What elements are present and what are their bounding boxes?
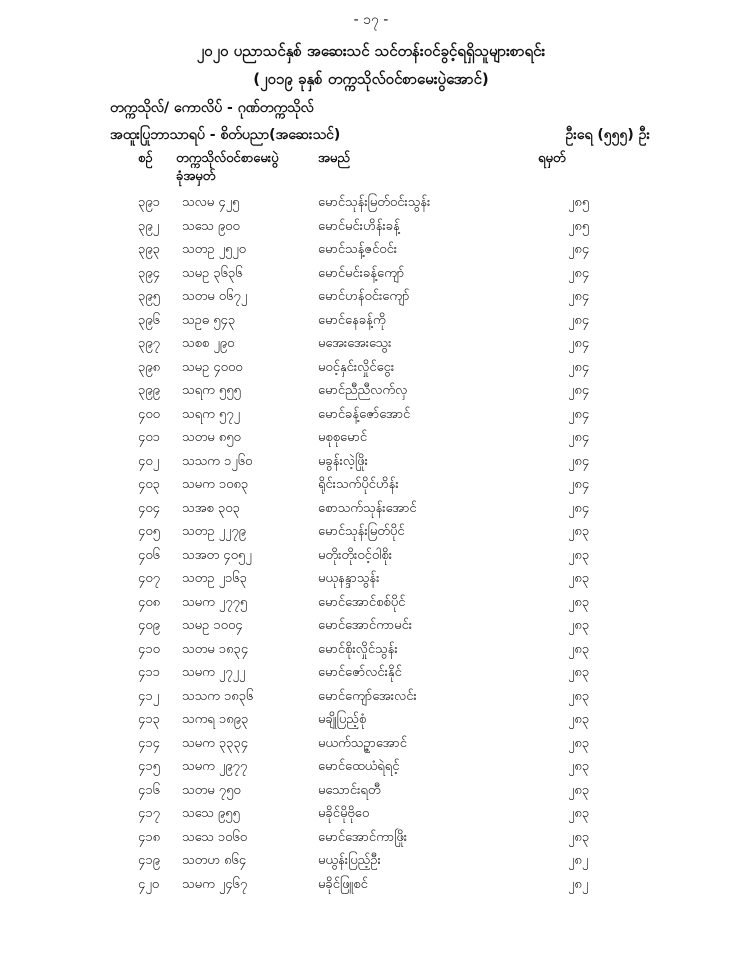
- student-name: မအေးအေးသွေး: [318, 336, 392, 351]
- roll-number: သမက ၂၄၆၇: [182, 876, 248, 892]
- row-number: ၃၉၅: [138, 289, 160, 304]
- table-row: [0, 449, 742, 473]
- row-number: ၄၁၂: [138, 688, 160, 704]
- row-number: ၄၀၇: [138, 571, 160, 586]
- column-header-score: ရမှတ်: [538, 151, 566, 166]
- row-number: ၄၀၂: [138, 453, 160, 469]
- row-number: ၃၉၇: [138, 336, 160, 351]
- roll-number: သတမ ၁၈၃၄: [182, 641, 249, 657]
- row-number: ၄၀၉: [138, 618, 160, 633]
- score-value: ၂၈၃: [568, 618, 590, 633]
- row-number: ၄၁၁: [138, 665, 160, 680]
- table-row: [0, 190, 742, 214]
- roll-number: သတဥ ၂၅၂၀: [182, 242, 246, 257]
- score-value: ၂၈၄: [568, 500, 590, 516]
- student-name: မဝင့်နှင်းလှိုင်ငွေး: [318, 359, 395, 375]
- table-row: [0, 731, 742, 755]
- table-row: [0, 637, 742, 661]
- roll-number: သသေ ၉၅၅: [182, 806, 240, 821]
- row-number: ၄၁၅: [138, 759, 160, 774]
- row-number: ၃၉၄: [138, 265, 160, 281]
- score-value: ၂၈၃: [568, 594, 590, 610]
- table-row: [0, 754, 742, 778]
- student-name: မောင်မင်းဟိန်းခန့်: [318, 218, 400, 234]
- roll-number: သတဟ ၈၆၄: [182, 853, 247, 868]
- table-row: [0, 590, 742, 614]
- row-number: ၄၁၆: [138, 782, 160, 798]
- row-number: ၄၀၅: [138, 524, 160, 539]
- row-number: ၄၁၄: [138, 735, 160, 751]
- student-name: မယွန်းပြည့်ဦး: [318, 853, 381, 868]
- student-name: မတိုးတိုးဝင့်ဝါစိုး: [318, 547, 393, 563]
- table-row: [0, 378, 742, 402]
- score-value: ၂၈၃: [568, 759, 590, 774]
- student-name: မောင်နေခန့်ကို: [318, 312, 386, 328]
- score-value: ၂၈၄: [568, 242, 590, 257]
- student-name: မယုနန္ဒာသွန်း: [318, 571, 380, 586]
- score-value: ၂၈၄: [568, 336, 590, 351]
- table-row: [0, 660, 742, 684]
- row-number: ၃၉၉: [138, 383, 160, 398]
- roll-number: သအစ ၃၀၃: [182, 500, 240, 516]
- student-name: ရိုင်းသက်ပိုင်ဟိန်း: [318, 477, 399, 492]
- table-row: [0, 872, 742, 896]
- table-row: [0, 261, 742, 285]
- table-row: [0, 237, 742, 261]
- row-number: ၄၁၇: [138, 806, 160, 821]
- row-number: ၄၀၄: [138, 500, 160, 516]
- student-name: မခိုင်မိုဗိုဝေ: [318, 806, 370, 821]
- student-name: မောင်ထေယံရဲရင့်: [318, 759, 400, 774]
- row-number: ၃၉၂: [138, 218, 160, 234]
- score-value: ၂၈၃: [568, 665, 590, 680]
- row-number: ၄၀၀: [138, 406, 160, 422]
- table-row: [0, 214, 742, 238]
- table-row: [0, 778, 742, 802]
- row-number: ၄၀၃: [138, 477, 160, 492]
- score-value: ၂၈၅: [568, 195, 590, 210]
- student-name: မောင်သန့်ဇင်ဝင်း: [318, 242, 398, 257]
- row-number: ၃၉၃: [138, 242, 160, 257]
- major-subject-line: အထူးပြုဘာသာရပ် - စိတ်ပညာ(အဆေးသင်): [110, 127, 341, 143]
- score-value: ၂၈၃: [568, 641, 590, 657]
- roll-number: သသက ၁၈၃၆: [182, 688, 254, 704]
- score-value: ၂၈၄: [568, 312, 590, 328]
- student-name: မောင်အောင်ကာဖြိုး: [318, 829, 408, 845]
- roll-number: သလမ ၄၂၅: [182, 195, 240, 210]
- student-name: မောင်ကျော်အေးလင်း: [318, 688, 417, 704]
- student-name: မောင်ဇော်လင်းနိုင်: [318, 665, 402, 680]
- student-name: မောင်သုန်းမြတ်ဝင်းသွန်း: [318, 195, 431, 210]
- student-count: ဦးရေ (၅၅၅) ဦး: [565, 127, 650, 143]
- roll-number: သတမ ၇၅၀: [182, 782, 241, 798]
- row-number: ၄၂၀: [138, 876, 160, 892]
- roll-number: သတမ ၈၅၀: [182, 430, 241, 445]
- student-name: မောင်သုန်းမြတ်ပိုင်: [318, 524, 405, 539]
- score-value: ၂၈၄: [568, 383, 590, 398]
- score-value: ၂၈၄: [568, 453, 590, 469]
- column-header-roll-number: ခုံအမှတ်: [176, 169, 216, 184]
- document-title: ၂၀၂၀ ပညာသင်နှစ် အဆေးသင် သင်တန်းဝင်ခွင့်ရရှိသူများစာရင်း: [196, 42, 546, 60]
- document-subtitle: (၂၀၁၉ ခုနှစ် တက္ကသိုလ်ဝင်စာမေးပွဲအောင်): [253, 70, 489, 88]
- column-header-roll: တက္ကသိုလ်ဝင်စာမေးပွဲ: [176, 151, 279, 166]
- student-name: မချိုပြည့်စုံ: [318, 712, 367, 727]
- table-row: [0, 355, 742, 379]
- score-value: ၂၈၃: [568, 524, 590, 539]
- table-row: [0, 284, 742, 308]
- roll-number: သမဥ ၄၀၀၀: [182, 359, 243, 375]
- student-list: [0, 190, 742, 895]
- row-number: ၃၉၁: [138, 195, 160, 210]
- roll-number: သမက ၁၀၈၃: [182, 477, 249, 492]
- score-value: ၂၈၃: [568, 688, 590, 704]
- table-row: [0, 848, 742, 872]
- roll-number: သရက ၅၅၅: [182, 383, 241, 398]
- row-number: ၄၁၃: [138, 712, 160, 727]
- table-row: [0, 425, 742, 449]
- table-row: [0, 613, 742, 637]
- student-name: မောင်စိုးလှိုင်သွန်း: [318, 641, 398, 657]
- student-name: မခွန်းလဲ့ဖြိုး: [318, 453, 368, 469]
- table-row: [0, 402, 742, 426]
- table-row: [0, 801, 742, 825]
- table-row: [0, 543, 742, 567]
- roll-number: သရက ၅၇၂: [182, 406, 240, 422]
- student-name: မခိုင်ဖြူစင်: [318, 876, 368, 892]
- roll-number: သမက ၂၇၇၅: [182, 594, 248, 610]
- score-value: ၂၈၃: [568, 712, 590, 727]
- score-value: ၂၈၃: [568, 806, 590, 821]
- score-value: ၂၈၄: [568, 289, 590, 304]
- student-name: မသောင်းရတီ: [318, 782, 381, 798]
- row-number: ၄၀၆: [138, 547, 160, 563]
- student-name: မောင်အောင်စစ်ပိုင်: [318, 594, 406, 610]
- row-number: ၄၀၈: [138, 594, 161, 610]
- table-row: [0, 472, 742, 496]
- score-value: ၂၈၂: [568, 876, 589, 892]
- student-name: မောင်အောင်ကာမင်း: [318, 618, 413, 633]
- roll-number: သကရ ၁၈၉၃: [182, 712, 249, 727]
- score-value: ၂၈၄: [568, 430, 590, 445]
- row-number: ၃၉၈: [138, 359, 161, 375]
- student-name: မောင်ဟန်ဝင်းကျော်: [318, 289, 410, 304]
- roll-number: သတဥ ၂၂၇၉: [182, 524, 246, 539]
- roll-number: သဥဓ ၅၄၃: [182, 312, 236, 328]
- table-row: [0, 496, 742, 520]
- table-row: [0, 566, 742, 590]
- score-value: ၂၈၄: [568, 406, 590, 422]
- roll-number: သအတ ၄၀၅၂: [182, 547, 252, 563]
- score-value: ၂၈၂: [568, 853, 589, 868]
- roll-number: သသေ ၁၀၆၀: [182, 829, 248, 845]
- roll-number: သသေ ၉၀၀: [182, 218, 240, 234]
- roll-number: သတဥ ၂၁၆၃: [182, 571, 247, 586]
- score-value: ၂၈၄: [568, 359, 590, 375]
- score-value: ၂၈၅: [568, 218, 590, 234]
- university-line: တက္ကသိုလ်/ ကောလိပ် - ဂုဏ်တက္ကသိုလ်: [110, 100, 314, 116]
- roll-number: သမက ၂၇၂၂: [182, 665, 246, 680]
- student-name: မောင်ခန့်ဇော်အောင်: [318, 406, 411, 422]
- student-name: မယက်သဉ္ဇာအောင်: [318, 735, 407, 751]
- row-number: ၄၀၁: [138, 430, 160, 445]
- roll-number: သမဥ ၃၆၃၆: [182, 265, 243, 281]
- score-value: ၂၈၃: [568, 829, 590, 845]
- roll-number: သမက ၃၃၃၄: [182, 735, 249, 751]
- score-value: ၂၈၃: [568, 547, 590, 563]
- roll-number: သစစ ၂၉၀: [182, 336, 235, 351]
- score-value: ၂၈၄: [568, 265, 590, 281]
- roll-number: သတမ ၀၆၇၂: [182, 289, 248, 304]
- score-value: ၂၈၃: [568, 735, 590, 751]
- roll-number: သမက ၂၉၇၇: [182, 759, 248, 774]
- table-row: [0, 825, 742, 849]
- column-header-no: စဉ်: [138, 151, 153, 166]
- row-number: ၄၁၈: [138, 829, 161, 845]
- row-number: ၃၉၆: [138, 312, 160, 328]
- student-name: မောင်မင်းခန့်ကျော်: [318, 265, 405, 281]
- score-value: ၂၈၃: [568, 782, 590, 798]
- student-name: စောသက်သုန်းအောင်: [318, 500, 417, 516]
- roll-number: သမဥ ၁၀၀၄: [182, 618, 243, 633]
- score-value: ၂၈၃: [568, 571, 590, 586]
- score-value: ၂၈၄: [568, 477, 590, 492]
- table-row: [0, 331, 742, 355]
- row-number: ၄၁၉: [138, 853, 160, 868]
- column-header-name: အမည်: [318, 151, 350, 166]
- table-row: [0, 519, 742, 543]
- table-row: [0, 707, 742, 731]
- student-name: မစုစုမောင်: [318, 430, 368, 445]
- row-number: ၄၁၀: [138, 641, 160, 657]
- student-name: မောင်ညီညီလက်လှ: [318, 383, 408, 398]
- roll-number: သသက ၁၂၆၀: [182, 453, 253, 469]
- table-row: [0, 684, 742, 708]
- table-row: [0, 308, 742, 332]
- page-number: - ၁၇ -: [353, 12, 389, 28]
